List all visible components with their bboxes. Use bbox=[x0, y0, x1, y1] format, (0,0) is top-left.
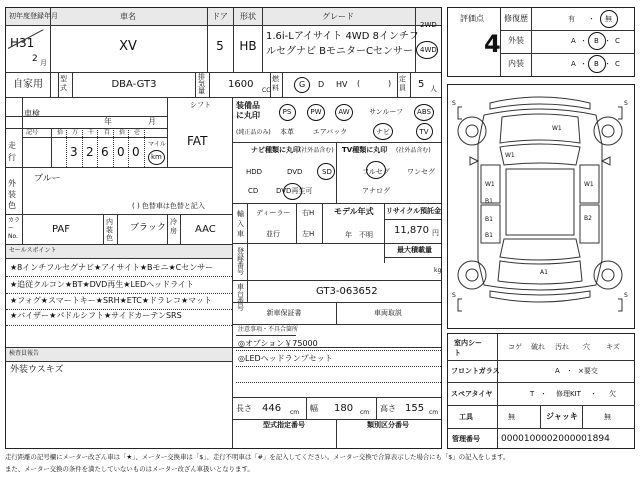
capacity-label: 定員 bbox=[399, 75, 406, 92]
recycle-amount: 11,870 bbox=[394, 225, 429, 236]
bracket-s-left-bottom: S bbox=[452, 292, 456, 299]
code-w1-left-front: W1 bbox=[505, 152, 515, 159]
tv-analog: アナログ bbox=[362, 187, 390, 195]
car-name: XV bbox=[119, 39, 137, 54]
model-label: 型式 bbox=[60, 75, 67, 92]
repair-no: 無 bbox=[605, 15, 612, 23]
management-number-label: 管理番号 bbox=[452, 435, 480, 443]
sheet-stain: 汚れ bbox=[555, 343, 569, 351]
bracket-right-top bbox=[618, 107, 622, 119]
spare-tire-missing: 欠 bbox=[609, 390, 616, 398]
mileage-digit-2: 2 bbox=[86, 145, 94, 159]
wheel-front-left-hub bbox=[466, 125, 478, 137]
sheet-burn: コゲ bbox=[508, 343, 522, 351]
bracket-right-bottom bbox=[618, 299, 622, 311]
spare-tire-label: スペアタイヤ bbox=[451, 390, 493, 398]
exterior-grade-sep-1: ・ bbox=[580, 37, 587, 45]
grade-line-2: ルセグナビ BモニターCセンサー bbox=[266, 46, 414, 57]
fuel-label: 燃料 bbox=[272, 75, 279, 92]
height-value: 155 bbox=[405, 403, 425, 414]
equip-tv-circle bbox=[416, 123, 433, 140]
repair-no-circle bbox=[600, 10, 618, 28]
model-year-value: 年 不明 bbox=[345, 231, 373, 239]
exterior-grade-sep-2: ・ bbox=[604, 37, 611, 45]
height-unit: cm bbox=[429, 409, 439, 416]
shift-value: FAT bbox=[187, 134, 208, 148]
first-reg-era-year: H31 bbox=[10, 36, 35, 50]
wheel-front-right-hub bbox=[602, 125, 614, 137]
sheet-hole: 穴 bbox=[583, 343, 590, 351]
inspector-report-text: 外装ウスキズ bbox=[10, 365, 64, 375]
tools-value: 無 bbox=[508, 413, 515, 421]
interior-color-value: ブラック bbox=[130, 223, 166, 233]
door-label: ドア bbox=[212, 12, 228, 21]
equip-sunroof: サンルーフ bbox=[368, 108, 404, 116]
exterior-color-label: 外装色 bbox=[8, 179, 16, 210]
code-b1-left-2: B1 bbox=[485, 216, 493, 223]
fuel-d: D bbox=[318, 80, 325, 89]
vehicle-manual: 車両取説 bbox=[374, 309, 402, 317]
model-year-label: モデル年式 bbox=[334, 207, 374, 216]
mileage-label: 走行 bbox=[8, 141, 16, 162]
wheel-front-right bbox=[594, 117, 622, 145]
mileage-digit-1: 3 bbox=[70, 145, 78, 159]
equip-navi: ナビ bbox=[376, 128, 390, 136]
chassis-number: GT3-063652 bbox=[316, 286, 378, 297]
displacement-label: 排気量 bbox=[198, 73, 205, 95]
length-value: 446 bbox=[262, 403, 282, 414]
score-label: 評価点 bbox=[460, 14, 484, 23]
nav-cd: CD bbox=[248, 187, 259, 195]
sales-point-line-1: ★8インチフルセグナビ★アイサイト★Bモニ★Cセンサー bbox=[10, 263, 214, 272]
import-dealer: ディーラー bbox=[256, 209, 291, 217]
exterior-grade-b: B bbox=[594, 37, 599, 45]
code-w1-roof-top: W1 bbox=[552, 125, 562, 132]
equip-pw-circle bbox=[307, 104, 325, 121]
shift-label: シフト bbox=[190, 101, 211, 109]
class-number-label: 類別区分番号 bbox=[367, 421, 409, 429]
front-bumper bbox=[490, 97, 590, 109]
code-a1-rear: A1 bbox=[540, 269, 548, 276]
interior-sheet-label: 室内シート bbox=[454, 339, 482, 357]
code-w1-right-mid: W1 bbox=[584, 181, 594, 188]
recycle-unit: 円 bbox=[432, 229, 439, 237]
grade-label: グレード bbox=[322, 12, 354, 21]
import-right-hand: 右H bbox=[302, 209, 315, 217]
interior-grade-a: A bbox=[571, 60, 576, 68]
nav-dvd: DVD bbox=[287, 168, 303, 176]
drive-4wd-circle bbox=[416, 41, 438, 59]
spare-tire-sep-1: ・ bbox=[540, 390, 547, 398]
model-code: DBA-GT3 bbox=[111, 79, 157, 90]
bracket-s-left-top: S bbox=[452, 100, 456, 107]
equip-abs-circle bbox=[414, 104, 434, 121]
bracket-s-right-bottom: S bbox=[624, 292, 628, 299]
bracket-s-right-top: S bbox=[624, 100, 628, 107]
equip-pw: PW bbox=[310, 108, 322, 116]
footer-note-line-2: また、メーター交換の条件を満たしていないものはメーター改ざん車扱いとなります。 bbox=[5, 465, 254, 473]
mileage-place-6: 壱 bbox=[134, 129, 141, 136]
reg-no-label: 登録番号 bbox=[237, 247, 244, 276]
equip-airbag: エアバック bbox=[312, 128, 348, 136]
spare-tire-repair-kit: 修理KIT bbox=[556, 390, 581, 398]
body-outline bbox=[478, 109, 602, 290]
exterior-grade-a: A bbox=[571, 37, 576, 45]
equipment-label: 装備品に丸印 bbox=[236, 101, 260, 120]
width-label: 幅 bbox=[310, 404, 318, 413]
mileage-place-3: 千 bbox=[88, 129, 95, 136]
exterior-color-value: ブルー bbox=[34, 174, 61, 184]
color-no-value: PAF bbox=[52, 224, 70, 235]
rating-score: 4 bbox=[484, 30, 501, 58]
fuel-paren-open: ( bbox=[357, 79, 361, 88]
mileage-unit-km: km bbox=[151, 153, 162, 161]
capacity-unit: 人 bbox=[430, 85, 437, 93]
fuel-paren-close: ) bbox=[388, 79, 392, 88]
grade-line-1: 1.6i-Lアイサイト 4WD 8インチフ bbox=[266, 31, 419, 42]
sales-point-line-3: ★フォグ★スマートキー★SRH★ETC★ドラレコ★マット bbox=[10, 296, 212, 305]
inspection-month-unit: 月 bbox=[148, 117, 156, 126]
new-car-warranty: 新車保証書 bbox=[266, 309, 302, 317]
repair-separator: ・ bbox=[588, 15, 595, 23]
equip-aw: AW bbox=[338, 108, 350, 116]
notes-label: 注意事項・不具合箇所 bbox=[238, 326, 299, 333]
interior-grade-c: C bbox=[615, 60, 620, 68]
width-unit: cm bbox=[360, 409, 370, 416]
management-number: 0000100002000001894 bbox=[501, 434, 610, 444]
mileage-place-2: 万 bbox=[72, 129, 79, 136]
front-glass-replace: ×要交 bbox=[578, 367, 598, 375]
first-reg-month-unit: 月 bbox=[40, 59, 47, 67]
shape-label: 形状 bbox=[240, 12, 256, 21]
type-designation-label: 型式指定番号 bbox=[263, 421, 305, 429]
interior-grade-sep-2: ・ bbox=[604, 60, 611, 68]
drive-2wd: 2WD bbox=[420, 21, 437, 29]
exterior-grade-label: 外装 bbox=[508, 36, 524, 45]
body-shape: HB bbox=[239, 39, 257, 53]
nav-sd-circle bbox=[317, 163, 335, 180]
inspection-year-unit: 年 bbox=[104, 117, 112, 126]
footer-note-line-1: 走行距離の記号欄にメーター改ざん車は「★」、メーター交換車は「$」、走行不明車は「#」を記入してください。メーター交換で合算表示した場合にも「$」の記入をします。 bbox=[5, 453, 510, 461]
car-name-label: 車名 bbox=[120, 12, 136, 21]
displacement-value: 1600 bbox=[228, 79, 254, 90]
wheel-rear-left-hub bbox=[466, 269, 478, 281]
tv-type-label: TV種類に丸印 bbox=[342, 146, 388, 154]
equip-ps: PS bbox=[282, 108, 292, 116]
code-w1-left-mid: W1 bbox=[485, 181, 495, 188]
chassis-label: 車台番号 bbox=[237, 283, 244, 312]
notes-line-2: ◎LEDヘッドランプセット bbox=[238, 354, 333, 363]
rear-window bbox=[500, 239, 580, 260]
length-label: 長さ bbox=[236, 404, 252, 413]
tools-label: 工具 bbox=[459, 413, 473, 421]
notes-line-1: ◎オプション￥75000 bbox=[238, 339, 318, 348]
repair-history-label: 修復歴 bbox=[504, 14, 528, 23]
jack-label: ジャッキ bbox=[546, 412, 578, 421]
width-value: 180 bbox=[334, 403, 354, 414]
fuel-g-circle bbox=[294, 77, 310, 93]
mileage-digit-5: 0 bbox=[132, 145, 140, 159]
code-b1-left-1: B1 bbox=[485, 198, 493, 205]
fuel-hv: HV bbox=[336, 80, 348, 89]
equip-abs: ABS bbox=[417, 108, 431, 116]
interior-grade-label: 内装 bbox=[508, 59, 524, 68]
exterior-color-note: ( ) 色替車は色替と記入 bbox=[132, 202, 205, 210]
wheel-front-left bbox=[458, 117, 486, 145]
door-count: 5 bbox=[216, 39, 224, 53]
spare-tire-t: T bbox=[530, 390, 535, 398]
bracket-left-top bbox=[458, 107, 462, 119]
hood bbox=[500, 114, 580, 143]
first-reg-month: 2 bbox=[32, 54, 38, 64]
inspection-label: 車検 bbox=[24, 109, 40, 118]
equipment-sub-label: (純正品のみ) bbox=[236, 129, 271, 136]
rear-bumper bbox=[490, 291, 590, 302]
ac-value: AAC bbox=[195, 224, 216, 235]
front-glass-a: A bbox=[555, 367, 560, 375]
tv-oneseg: ワンセグ bbox=[407, 168, 435, 176]
code-b2-right: B2 bbox=[584, 215, 592, 222]
mirror-right bbox=[602, 157, 610, 165]
max-load-label: 最大積載量 bbox=[397, 246, 432, 254]
right-rear-door bbox=[580, 205, 599, 243]
wheel-rear-right-hub bbox=[602, 269, 614, 281]
repair-yes: 有 bbox=[568, 15, 575, 23]
nav-sd: SD bbox=[322, 168, 332, 176]
nav-dvd-playback-circle bbox=[283, 183, 302, 200]
interior-grade-b: B bbox=[594, 60, 599, 68]
import-parallel: 並行 bbox=[266, 230, 280, 238]
nav-dvd-playback: DVD再生可 bbox=[276, 187, 313, 195]
tv-fullseg-circle bbox=[366, 161, 386, 179]
equip-tv: TV bbox=[419, 128, 429, 136]
sales-point-line-4: ★バイザー★パドルシフト★サイドカーテンSRS bbox=[10, 311, 182, 320]
interior-color-label: 内装色 bbox=[106, 218, 113, 242]
sheet-scratch: キズ bbox=[606, 343, 620, 351]
mirror-left bbox=[470, 157, 478, 165]
mileage-km-circle bbox=[148, 150, 165, 165]
roof bbox=[506, 169, 574, 235]
tv-fullseg: フルセグ bbox=[362, 168, 390, 176]
sheet-tear: 破れ bbox=[531, 343, 545, 351]
length-unit: cm bbox=[290, 409, 300, 416]
mileage-unit-mile: マイル bbox=[148, 141, 166, 148]
fuel-g: G bbox=[299, 80, 306, 89]
inspector-report-label: 検査員報告 bbox=[9, 350, 40, 357]
nav-type-sub: (社外品含む) bbox=[299, 147, 334, 154]
jack-value: 無 bbox=[604, 413, 611, 421]
displacement-unit: CC bbox=[262, 87, 271, 94]
code-b1-left-3: B1 bbox=[485, 232, 493, 239]
nav-type-label: ナビ種類に丸印 bbox=[251, 146, 300, 154]
mileage-digit-4: 0 bbox=[117, 145, 125, 159]
equip-leather: 本革 bbox=[280, 128, 294, 136]
car-damage-diagram bbox=[448, 85, 634, 328]
spare-tire-sep-2: ・ bbox=[590, 390, 597, 398]
front-glass-label: フロントガラス bbox=[451, 367, 500, 375]
front-glass-sep: ・ bbox=[566, 367, 573, 375]
mileage-place-4: 百 bbox=[104, 129, 111, 136]
nav-hdd: HDD bbox=[246, 168, 263, 176]
mileage-place-prefix: 記号 bbox=[26, 129, 39, 136]
mileage-place-1: 拾 bbox=[57, 129, 64, 136]
mileage-digit-3: 6 bbox=[101, 145, 109, 159]
vehicle-use: 自家用 bbox=[13, 79, 43, 90]
first-reg-label: 初年度登録年月 bbox=[9, 12, 58, 20]
tv-type-sub: (社外品含む) bbox=[396, 147, 431, 154]
exterior-grade-c: C bbox=[615, 37, 620, 45]
bracket-left-bottom bbox=[458, 299, 462, 311]
sales-points-label: セールスポイント bbox=[9, 247, 57, 254]
sales-point-line-2: ★追従クルコン★BT★DVD再生★LEDヘッドライト bbox=[10, 280, 194, 289]
mileage-place-5: 拾 bbox=[119, 129, 126, 136]
height-label: 高さ bbox=[380, 404, 396, 413]
ac-label: 冷房 bbox=[170, 218, 177, 235]
drive-4wd: 4WD bbox=[420, 46, 437, 54]
capacity-value: 5 bbox=[418, 79, 425, 90]
interior-grade-sep-1: ・ bbox=[580, 60, 587, 68]
max-load-unit: kg bbox=[434, 267, 442, 274]
import-label: 輸入車 bbox=[237, 210, 244, 238]
equip-navi-circle bbox=[373, 123, 393, 140]
equip-ps-circle bbox=[279, 104, 296, 121]
color-no-label: カラーNo. bbox=[8, 217, 21, 240]
import-left-hand: 左H bbox=[302, 230, 315, 238]
recycle-label: リサイクル預託金 bbox=[386, 207, 442, 215]
equip-aw-circle bbox=[335, 104, 353, 121]
